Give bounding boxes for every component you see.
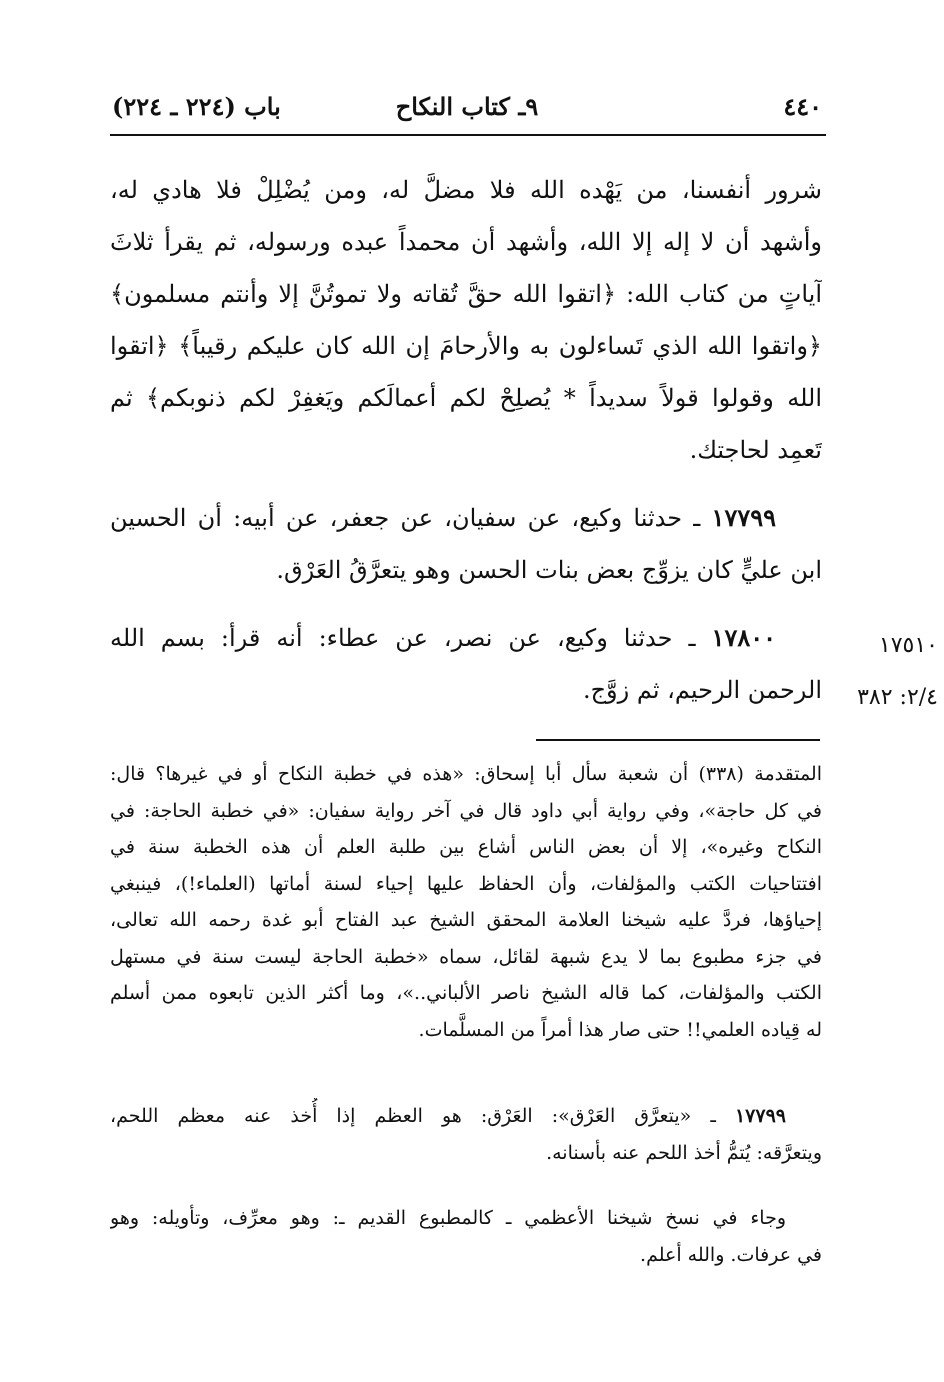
footnote-continuation — [110, 756, 822, 1048]
intro-line: وأشهد أن لا إله إلا الله، وأشهد أن محمداً عبده ورسوله، ثم يقرأ ثلاثَ — [110, 228, 822, 256]
footnote-line: في عرفات. والله أعلم. — [640, 1243, 822, 1266]
footnote-text: ـ «يتعرَّق العَرْق»: العَرْق: هو العظم إذا أُخذ عنه معظم اللحم، — [110, 1105, 716, 1127]
hadith-line: ابن عليٍّ كان يزوِّج بعض بنات الحسن وهو يتعرَّقُ العَرْق. — [276, 556, 822, 584]
hadith-text: ـ حدثنا وكيع، عن نصر، عن عطاء: أنه قرأ: بسم الله — [110, 624, 696, 652]
footnote-rule — [536, 739, 820, 741]
footnote-line: المتقدمة (٣٣٨) أن شعبة سأل أبا إسحاق: «هذه في خطبة النكاح أو في غيرها؟ قال: — [110, 763, 822, 785]
footnote-line — [110, 1200, 822, 1237]
page-number: ٤٤٠ — [783, 92, 822, 121]
margin-ref: ١٧٥١٠ — [878, 633, 938, 658]
hadith-17800 — [110, 612, 822, 716]
hadith-text: ـ حدثنا وكيع، عن سفيان، عن جعفر، عن أبيه: أن الحسين — [110, 504, 701, 532]
margin-references — [828, 620, 938, 724]
chapter-range: باب (٢٢٤ ـ ٢٢٤) — [112, 92, 281, 121]
footnote-line: في كل حاجة»، وفي رواية أبي داود قال في آخر رواية سفيان: «في خطبة الحاجة: في — [110, 799, 822, 822]
footnote-line: إحياؤها، فردَّ عليه شيخنا العلامة المحقق الشيخ عبد الفتاح أبو غدة رحمه الله تعالى، — [110, 909, 822, 931]
hadith-line — [110, 612, 822, 664]
footnote-number: ١٧٧٩٩ — [734, 1105, 786, 1127]
intro-text — [110, 164, 822, 476]
intro-line: ﴿واتقوا الله الذي تَساءلون به والأرحامَ إن الله كان عليكم رقيباً﴾ ﴿اتقوا — [110, 332, 822, 360]
footnote-line: النكاح وغيره»، إلا أن بعض الناس أشاع بين طلبة العلم أن هذه الخطبة سنة في — [110, 836, 822, 858]
intro-line: شرور أنفسنا، من يَهْده الله فلا مضلَّ له، ومن يُضْلِلْ فلا هادي له، — [110, 176, 822, 204]
hadith-number: ١٧٨٠٠ — [711, 623, 776, 652]
footnote-line: في جزء مطبوع بما لا يدع شبهة لقائل، سماه «خطبة الحاجة ليست سنة في مستهل — [110, 945, 822, 968]
footnote-variant — [110, 1200, 822, 1273]
hadith-line: الرحمن الرحيم، ثم زوَّج. — [582, 676, 822, 704]
page-header — [112, 92, 822, 130]
intro-line: الله وقولوا قولاً سديداً * يُصلِحْ لكم أعمالَكم ويَغفِرْ لكم ذنوبكم﴾ ثم — [110, 384, 822, 412]
margin-ref: ٢/٤: ٣٨٢ — [857, 685, 938, 710]
intro-line: تَعمِد لحاجتك. — [689, 436, 822, 464]
chapter-title: ٩ـ كتاب النكاح — [395, 92, 539, 121]
footnote-line — [110, 1098, 822, 1135]
header-rule — [110, 134, 826, 136]
intro-line: آياتٍ من كتاب الله: ﴿اتقوا الله حقَّ تُقاته ولا تموتُنَّ إلا وأنتم مسلمون﴾ — [110, 280, 822, 308]
hadith-line — [110, 492, 822, 544]
footnote-17799 — [110, 1098, 822, 1171]
footnote-line: ويتعرَّقه: يُتمُّ أخذ اللحم عنه بأسنانه. — [546, 1141, 822, 1164]
footnote-line: افتتاحيات الكتب والمؤلفات، وأن الحفاظ عليها إحياء لسنة أماتها (العلماء!)، فينبغي — [110, 872, 822, 895]
hadith-17799 — [110, 492, 822, 596]
footnote-text: وجاء في نسخ شيخنا الأعظمي ـ كالمطبوع القديم ـ: وهو معرِّف، وتأويله: وهو — [110, 1207, 786, 1229]
footnote-line: الكتب والمؤلفات، كما قاله الشيخ ناصر الألباني..»، وما أكثر الذين تابعوه ممن أسلم — [110, 982, 822, 1004]
hadith-number: ١٧٧٩٩ — [711, 503, 776, 532]
footnote-line: له قِياده العلمي!! حتى صار هذا أمراً من المسلَّمات. — [418, 1018, 822, 1041]
